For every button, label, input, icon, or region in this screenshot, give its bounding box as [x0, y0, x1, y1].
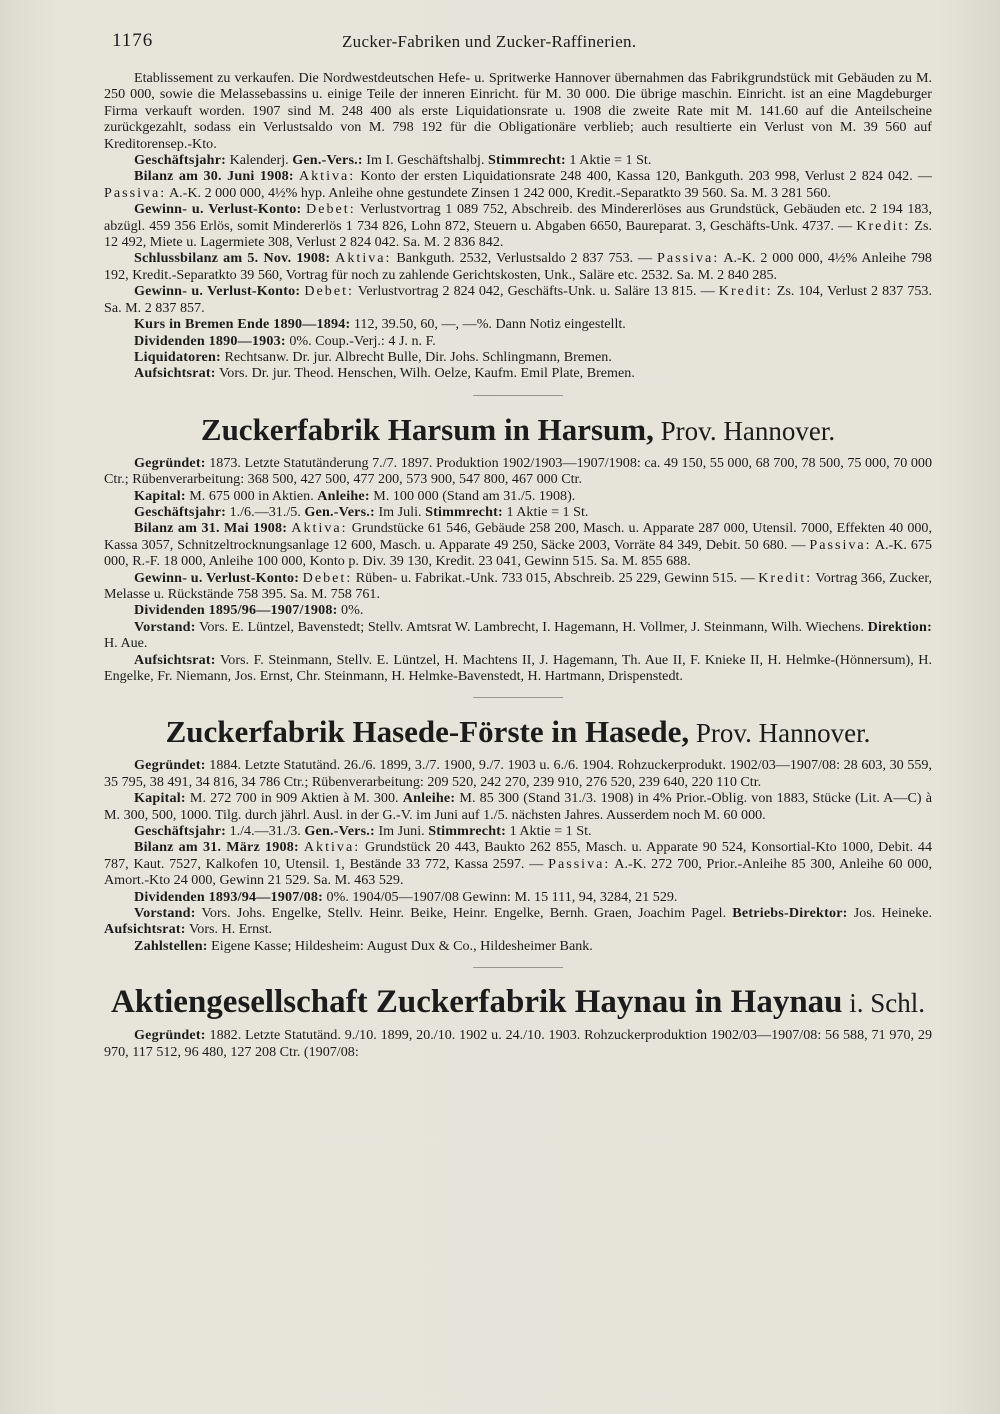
company-title: Zuckerfabrik Harsum in Harsum, Prov. Hannover. [200, 411, 836, 447]
balance-sheet: Bilanz am 31. März 1908: Aktiva: Grundstück 20 443, Baukto 262 855, Masch. u. Apparate 90 524, Konsortial-Kto 1000, Debit. 44 787, Kaut. 7527, Kalkofen 10, Utensil. 1, Bestände 33 772, Kassa 2597. — Passiva: A.-K. 272 700, Prior.-Anleihe 85 300, Anleihe 60 000, Amort.-Kto 24 000, Gewinn 21 529. Sa. M. 463 529. [104, 839, 932, 889]
entry-harsum [104, 412, 932, 685]
final-balance: Schlussbilanz am 5. Nov. 1908: Aktiva: Bankguth. 2532, Verlustsaldo 2 837 753. — Passiva: A.-K. 2 000 000, 4½% Anleihe 798 192, Kredit.-Separatkto 39 560, Vortrag für noch zu zahlende Gerichtskosten, Unk., Saläre etc. 2532. Sa. M. 2 840 285. [104, 250, 932, 283]
founded: Gegründet: 1884. Letzte Statutänd. 26./6. 1899, 3./7. 1900, 9./7. 1903 u. 6./6. 1904. Rohzuckerprodukt. 1902/03—1907/08: 28 603, 30 559, 35 795, 38 491, 34 816, 34 786 Ctr.; Rübenverarbeitung: 209 520, 242 270, 239 910, 276 520, 239 640, 220 110 Ctr. [104, 757, 932, 790]
dividends: Dividenden 1893/94—1907/08: 0%. 1904/05—1907/08 Gewinn: M. 15 111, 94, 3284, 21 529. [134, 888, 678, 905]
dividends: Dividenden 1895/96—1907/1908: 0%. [134, 602, 364, 619]
supervisory-board: Aufsichtsrat: Vors. Dr. jur. Theod. Henschen, Wilh. Oelze, Kaufm. Emil Plate, Bremen. [134, 365, 635, 382]
page-number: 1176 [112, 30, 154, 51]
founded: Gegründet: 1882. Letzte Statutänd. 9./10. 1899, 20./10. 1902 u. 24./10. 1903. Rohzuckerproduktion 1902/03—1907/08: 56 588, 71 970, 29 970, 117 512, 96 480, 127 208 Ctr. (1907/08: [104, 1027, 932, 1060]
balance-sheet: Bilanz am 31. Mai 1908: Aktiva: Grundstücke 61 546, Gebäude 258 200, Masch. u. Apparate 287 000, Utensil. 7000, Effekten 40 000, Kassa 3057, Schnitzeltrocknungsanlage 12 600, Masch. u. Apparate 49 250, Säcke 2003, Vorräte 84 349, Debit. 50 680. — Passiva: A.-K. 675 000, R.-F. 18 000, Anleihe 100 000, Konto p. Div. 39 130, Kredit. 23 041, Gewinn 515. Sa. M. 855 688. [104, 520, 932, 570]
business-info: Geschäftsjahr: Kalenderj. Gen.-Vers.: Im I. Geschäftshalbj. Stimmrecht: 1 Aktie = 1 St. [134, 152, 652, 169]
paragraph-sale: Etablissement zu verkaufen. Die Nordwestdeutschen Hefe- u. Spritwerke Hannover übernahmen das Fabrikgrundstück mit Gebäuden zu M. 250 000, sowie die Melassebassins u. einige Teile der inneren Einricht. für M. 30 000. Die übrige maschin. Einricht. ist an eine Magdeburger Firma verkauft worden. 1907 sind M. 248 400 als erste Liquidationsrate u. 1908 die zweite Rate mit M. 141.60 auf die Anteilscheine zurückgezahlt, sodass ein Verlustsaldo von M. 798 192 für die Obligationäre verblieb; auch resultierte ein Verlust von M. 39 560 auf Kreditorensep.-Kto. [104, 70, 932, 152]
business-info: Geschäftsjahr: 1./4.—31./3. Gen.-Vers.: Im Juni. Stimmrecht: 1 Aktie = 1 St. [134, 823, 592, 840]
company-title: Zuckerfabrik Hasede-Förste in Hasede, Prov. Hannover. [165, 714, 871, 750]
page-content [104, 70, 932, 1060]
paying-agents: Zahlstellen: Eigene Kasse; Hildesheim: August Dux & Co., Hildesheimer Bank. [134, 937, 593, 954]
company-title: Aktiengesellschaft Zuckerfabrik Haynau in Haynau i. Schl. [110, 984, 926, 1021]
liquidators: Liquidatoren: Rechtsanw. Dr. jur. Albrecht Bulle, Dir. Johs. Schlingmann, Bremen. [134, 348, 612, 365]
business-info: Geschäftsjahr: 1./6.—31./5. Gen.-Vers.: Im Juli. Stimmrecht: 1 Aktie = 1 St. [134, 503, 589, 520]
founded: Gegründet: 1873. Letzte Statutänderung 7./7. 1897. Produktion 1902/1903—1907/1908: ca. 49 150, 55 000, 68 700, 78 500, 75 000, 70 000 Ctr.; Rübenverarbeitung: 368 500, 427 500, 477 200, 573 900, 547 800, 467 000 Ctr. [104, 454, 932, 488]
quotation: Kurs in Bremen Ende 1890—1894: 112, 39.50, 60, —, —%. Dann Notiz eingestellt. [134, 316, 626, 333]
section-divider [473, 395, 563, 396]
running-title: Zucker-Fabriken und Zucker-Raffinerien. [342, 32, 637, 51]
profit-loss: Gewinn- u. Verlust-Konto: Debet: Rüben- u. Fabrikat.-Unk. 733 015, Abschreib. 25 229, Gewinn 515. — Kredit: Vortrag 366, Zucker, Melasse u. Rückstände 758 395. Sa. M. 758 761. [104, 569, 932, 602]
section-divider [473, 697, 563, 698]
dividends: Dividenden 1890—1903: 0%. Coup.-Verj.: 4 J. n. F. [134, 332, 436, 349]
board: Vorstand: Vors. Johs. Engelke, Stellv. Heinr. Beike, Heinr. Engelke, Bernh. Graen, Joachim Pagel. Betriebs-Direktor: Jos. Heineke. Aufsichtsrat: Vors. H. Ernst. [104, 905, 932, 938]
profit-loss: Gewinn- u. Verlust-Konto: Debet: Verlustvortrag 1 089 752, Abschreib. des Mindererlöses aus Grundstück, Gebäuden etc. 2 194 183, abzügl. 459 356 Erlös, somit Mindererlös 1 734 826, Lohn 872, Steuern u. Abgaben 6650, Baureparat. 3, Geschäfts-Unk. 4737. — Kredit: Zs. 12 492, Miete u. Lagermiete 308, Verlust 2 824 042. Sa. M. 2 836 842. [104, 201, 933, 251]
capital: Kapital: M. 675 000 in Aktien. Anleihe: M. 100 000 (Stand am 31./5. 1908). [134, 487, 576, 504]
capital: Kapital: M. 272 700 in 909 Aktien à M. 300. Anleihe: M. 85 300 (Stand 31./3. 1908) in 4% Prior.-Oblig. von 1883, Stücke (Lit. A—C) à M. 300, 500, 1000. Tilg. durch jährl. Ausl. in der G.-V. im Juni auf 1./5. nächsten Jahres. Ausserdem noch M. 60 000. [104, 790, 932, 823]
page-header [112, 30, 932, 60]
entry-haynau [104, 984, 932, 1060]
entry-hasede [104, 714, 932, 954]
profit-loss-2: Gewinn- u. Verlust-Konto: Debet: Verlustvortrag 2 824 042, Geschäfts-Unk. u. Saläre 13 815. — Kredit: Zs. 104, Verlust 2 837 753. Sa. M. 2 837 857. [104, 283, 932, 316]
entry-liquidation [104, 70, 932, 382]
board: Vorstand: Vors. E. Lüntzel, Bavenstedt; Stellv. Amtsrat W. Lambrecht, I. Hagemann, H. Vollmer, J. Steinmann, Wilh. Wiechens. Direktion: H. Aue. [104, 618, 932, 652]
section-divider [473, 967, 563, 968]
supervisory-board: Aufsichtsrat: Vors. F. Steinmann, Stellv. E. Lüntzel, H. Machtens II, J. Hagemann, Th. Aue II, F. Knieke II, H. Helmke-(Hönnersum), H. Engelke, Fr. Niemann, Jos. Ernst, Chr. Steinmann, H. Helmke-Bavenstedt, H. Hartmann, Drispenstedt. [104, 651, 932, 684]
balance-sheet: Bilanz am 30. Juni 1908: Aktiva: Konto der ersten Liquidationsrate 248 400, Kassa 120, Bankguth. 203 998, Verlust 2 824 042. — Passiva: A.-K. 2 000 000, 4½% hyp. Anleihe ohne gestundete Zinsen 1 242 000, Kredit.-Separatkto 39 560. Sa. M. 3 281 560. [104, 168, 932, 201]
